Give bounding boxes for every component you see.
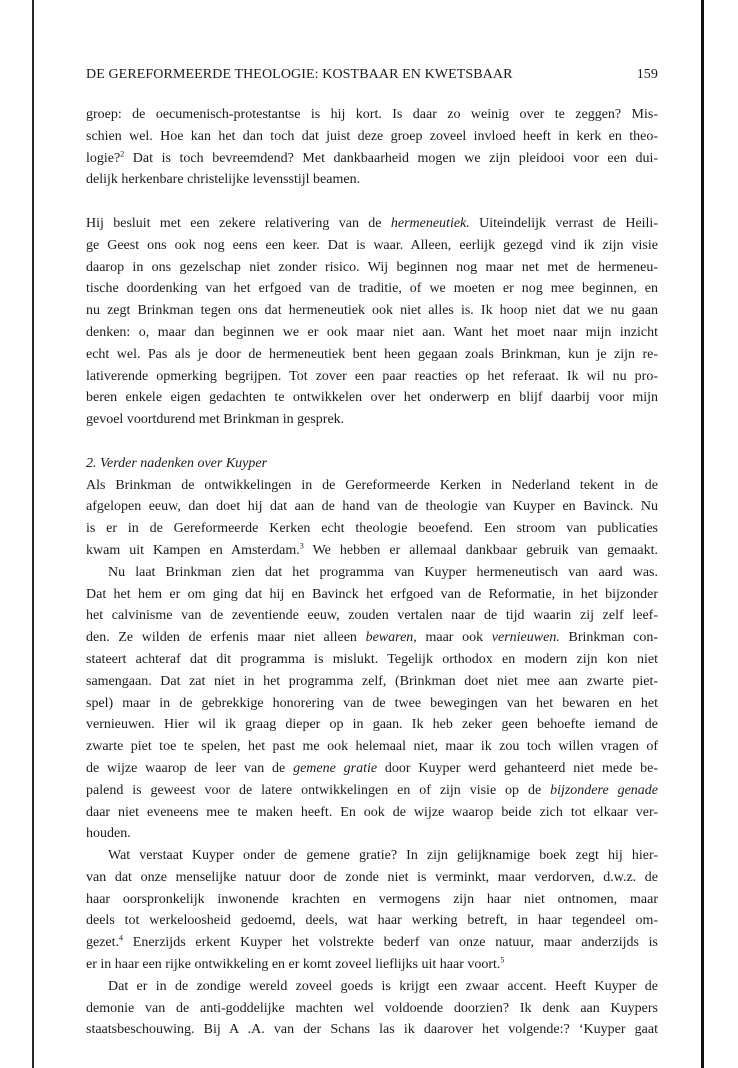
text-span: er in haar een rijke ontwikkeling en er komt zoveel lieflijks uit haar voort.: [86, 957, 501, 973]
text-span: Enerzijds erkent Kuyper het volstrekte bederf van onze natuur, maar anderzijds is: [123, 935, 658, 951]
text-line: ge Geest ons ook nog eens een keer. Dat is waar. Alleen, eerlijk gezegd vind ik zijn visie: [86, 237, 658, 253]
text-line: Dat het hem er om ging dat hij en Bavinck het erfgoed van de Reformatie, in het bijzonder: [86, 586, 658, 602]
text-line: [86, 213, 658, 235]
text-line: afgelopen eeuw, dan doet hij dat aan de hand van de theologie van Kuyper en Bavinck. Nu: [86, 499, 658, 515]
text-line: daar niet eveneens mee te maken heeft. En ook de wijze waarop beide zich tot elkaar ver-: [86, 804, 658, 820]
text-line: delijk herkenbare christelijke levensstijl beamen.: [86, 172, 361, 188]
italic-term: hermeneutiek.: [390, 215, 470, 231]
text-line: demonie van de anti-goddelijke machten wel voldoende doorzien? Ik denk aan Kuypers: [86, 1000, 658, 1016]
text-line: gevoel voortdurend met Brinkman in gesprek.: [86, 412, 345, 428]
text-line: Wat verstaat Kuyper onder de gemene gratie? In zijn gelijknamige boek zegt hij hier-: [108, 848, 658, 864]
italic-term: bewaren,: [365, 630, 417, 646]
text-span: de wijze waarop de leer van de: [86, 760, 294, 776]
running-title: DE GEREFORMEERDE THEOLOGIE: KOSTBAAR EN KWETSBAAR: [86, 67, 513, 82]
italic-term: bijzondere genade: [550, 782, 658, 798]
text-line: Dat er in de zondige wereld zoveel goeds is krijgt een zwaar accent. Heeft Kuyper de: [108, 978, 658, 994]
text-line: [86, 932, 658, 954]
text-span: Uiteindelijk verrast de Heili-: [469, 215, 658, 231]
text-line: vernieuwen. Hier wil ik graag dieper op in gaan. Ik heb zeker geen behoefte iemand de: [86, 717, 658, 733]
italic-term: gemene gratie: [293, 760, 378, 776]
text-line: Als Brinkman de ontwikkelingen in de Gereformeerde Kerken in Nederland tekent in de: [86, 477, 658, 493]
text-span: Hij besluit met een zekere relativering van de: [86, 215, 391, 231]
page-number: 159: [636, 67, 658, 82]
text-line: nu zegt Brinkman tegen ons dat hermeneutiek ook niet alles is. Ik hoop niet dat we nu gaan: [86, 303, 658, 319]
text-span: Dat is toch bevreemdend? Met dankbaarheid mogen we zijn pleidooi voor een dui-: [124, 150, 658, 166]
text-line: [86, 148, 658, 170]
text-line: [86, 780, 658, 802]
italic-term: vernieuwen.: [491, 630, 560, 646]
scan-edge-right: [701, 0, 704, 1068]
text-line: samengaan. Dat zat niet in het programma zelf, (Brinkman doet niet mee aan zwarte piet-: [86, 673, 658, 689]
text-line: tische doordenking van het erfgoed van de traditie, of we moeten er nog mee beginnen, en: [86, 281, 658, 297]
text-span: We hebben er allemaal dankbaar gebruik van gemaakt.: [303, 542, 658, 558]
text-line: haar oorspronkelijk inwonende krachten en vermogens zijn haar niet ontnomen, maar: [86, 891, 658, 907]
text-line: stateert achteraf dat dit programma is mislukt. Tegelijk orthodox en modern zijn kon niet: [86, 651, 658, 667]
text-line: daarop in ons gezelschap niet zonder risico. Wij beginnen nog maar net met de hermeneu-: [86, 259, 658, 275]
footnote-ref: 4: [119, 933, 124, 943]
text-line: Nu laat Brinkman zien dat het programma van Kuyper hermeneutisch van aard was.: [108, 564, 658, 580]
text-span: gezet.: [86, 935, 120, 951]
footnote-ref: 2: [120, 148, 125, 158]
text-line: [86, 954, 658, 976]
text-line: het calvinisme van de zeventiende eeuw, zouden vertalen naar de tijd waarin zij zelf leef-: [86, 608, 658, 624]
text-span: logie?: [86, 150, 121, 166]
scan-edge-left: [32, 0, 34, 1068]
section-heading-text: 2. Verder nadenken over Kuyper: [86, 455, 268, 471]
text-span: door Kuyper werd gehanteerd niet mede be-: [377, 760, 659, 776]
text-line: lativerende opmerking begrijpen. Tot zover een paar reacties op het referaat. Ik wil nu pro-: [86, 368, 658, 384]
text-line: deels tot werkeloosheid gedoemd, deels, wat haar werking betreft, in haar tegendeel om-: [86, 913, 658, 929]
text-line: groep: de oecumenisch-protestantse is hij kort. Is daar zo weinig over te zeggen? Mis-: [86, 107, 658, 122]
text-line: denken: o, maar dan beginnen we er ook maar niet aan. Want het moet naar mijn inzicht: [86, 324, 658, 340]
text-line: beren enkele eigen gedachten te ontwikkelen over het onderwerp en blijf daarbij voor mijn: [86, 390, 658, 406]
text-span: maar ook: [416, 630, 492, 646]
text-line: echt wel. Pas als je door de hermeneutiek bent heen gegaan zoals Brinkman, kun je zijn re-: [86, 346, 658, 362]
text-line: [86, 758, 658, 780]
text-line: houden.: [86, 826, 131, 842]
text-span: kwam uit Kampen en Amsterdam.: [86, 542, 300, 558]
text-line: spel) maar in de gebrekkige honorering van de twee bewegingen van het bewaren en het: [86, 695, 658, 711]
text-span: Brinkman con-: [559, 630, 659, 646]
text-line: [86, 540, 658, 562]
text-line: van dat onze menselijke natuur door de zonde niet is verminkt, maar verdorven, d.w.z. de: [86, 869, 658, 885]
text-line: [86, 627, 658, 649]
footnote-ref: 5: [500, 955, 505, 965]
text-span: den. Ze wilden de erfenis maar niet alleen: [86, 630, 366, 646]
text-line: zwarte piet toe te spelen, het past me ook helemaal niet, maar ik zou toch willen vragen of: [86, 739, 658, 755]
footnote-ref: 3: [299, 541, 304, 551]
text-span: palend is geweest voor de latere ontwikkelingen en of zijn visie op de: [86, 782, 551, 798]
text-line: staatsbeschouwing. Bij A .A. van der Schans las ik daarover het volgende:? ‘Kuyper gaat: [86, 1022, 658, 1038]
text-line: schien wel. Hoe kan het dan toch dat juist deze groep zoveel invloed heeft in kerk en theo-: [86, 128, 658, 144]
text-line: is er in de Gereformeerde Kerken echt theologie beoefend. Een stroom van publicaties: [86, 521, 658, 537]
section-heading: [86, 453, 658, 475]
body-text: [86, 104, 658, 1041]
